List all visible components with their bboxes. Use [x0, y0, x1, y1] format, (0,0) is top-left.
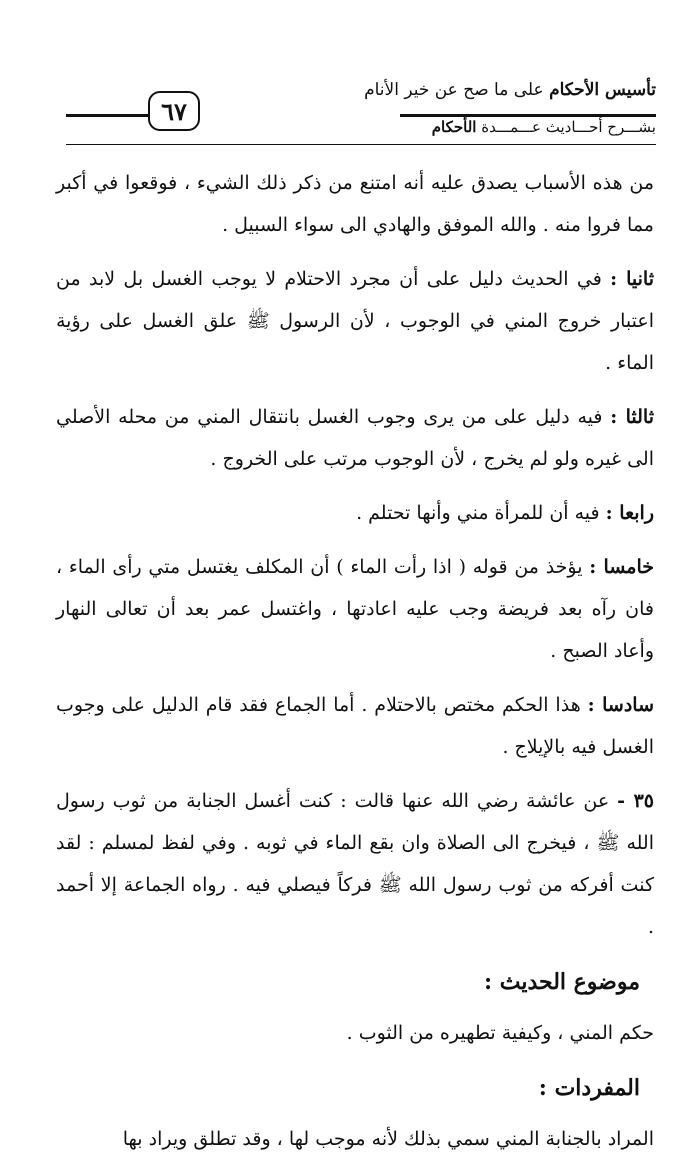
paragraph-text: فيه أن للمرأة مني وأنها تحتلم .	[356, 502, 606, 524]
paragraph-third	[56, 396, 654, 480]
section-heading-topic: موضوع الحديث :	[483, 969, 640, 995]
section-text-topic: حكم المني ، وكيفية تطهيره من الثوب .	[346, 1022, 654, 1044]
header-title-rest: على ما صح عن خير الأنام	[364, 80, 550, 100]
paragraph-continued	[56, 162, 654, 246]
paragraph-lead: خامسا :	[589, 556, 654, 578]
paragraph-lead: رابعا :	[605, 502, 654, 524]
paragraph-text: فيه دليل على من يرى وجوب الغسل بانتقال المني من محله الأصلي الى غيره ولو لم يخرج ، لأن الوجوب مرتب على الخروج .	[56, 406, 654, 470]
paragraph-text: هذا الحكم مختص بالاحتلام . أما الجماع فقد قام الدليل على وجوب الغسل فيه بالإيلاج .	[56, 694, 654, 758]
page-number: ٦٧	[148, 91, 200, 131]
header-subtitle-pre: بشـــرح أحـــاديث عـــمـــدة	[476, 118, 656, 136]
paragraph-second	[56, 258, 654, 384]
paragraph-text: يؤخذ من قوله ( اذا رأت الماء ) أن المكلف يغتسل متي رأى الماء ، فان رآه بعد فريضة وجب عليه اعادتها ، واغتسل عمر بعد أن تعالى النهار وأعاد الصبح .	[56, 556, 654, 662]
paragraph-text: من هذه الأسباب يصدق عليه أنه امتنع من ذكر ذلك الشيء ، فوقعوا في أكبر مما فروا منه . والله الموفق والهادي الى سواء السبيل .	[56, 172, 654, 236]
hadith-text: عن عائشة رضي الله عنها قالت : كنت أغسل الجنابة من ثوب رسول الله ﷺ ، فيخرج الى الصلاة وان بقع الماء في ثوبه . وفي لفظ لمسلم : لقد كنت أفركه من ثوب رسول الله ﷺ فركاً فيصلي فيه . رواه الجماعة إلا أحمد .	[56, 790, 654, 938]
header-rule-bottom	[66, 144, 656, 145]
paragraph-sixth	[56, 684, 654, 768]
running-header-subtitle	[432, 118, 656, 136]
section-heading-vocabulary: المفردات :	[538, 1075, 640, 1101]
paragraph-fifth	[56, 546, 654, 672]
paragraph-fourth	[56, 492, 654, 534]
header-title-bold: تأسيس الأحكام	[549, 80, 656, 100]
section-text-vocabulary: المراد بالجنابة المني سمي بذلك لأنه موجب لها ، وقد تطلق ويراد بها	[122, 1128, 654, 1150]
paragraph-lead: سادسا :	[587, 694, 654, 716]
hadith-35	[56, 780, 654, 948]
running-header-title	[364, 80, 656, 100]
paragraph-lead: ثالثا :	[610, 406, 654, 428]
header-rule-right	[400, 114, 656, 117]
header-subtitle-bold: الأحكام	[431, 118, 477, 136]
paragraph-lead: ثانيا :	[610, 268, 654, 290]
page-body	[56, 162, 654, 1172]
paragraph-text: في الحديث دليل على أن مجرد الاحتلام لا يوجب الغسل بل لابد من اعتبار خروج المني في الوجوب ، لأن الرسول ﷺ علق الغسل على رؤية الماء .	[56, 268, 654, 374]
hadith-number: ٣٥ -	[617, 790, 654, 812]
header-rule-left	[66, 114, 148, 117]
